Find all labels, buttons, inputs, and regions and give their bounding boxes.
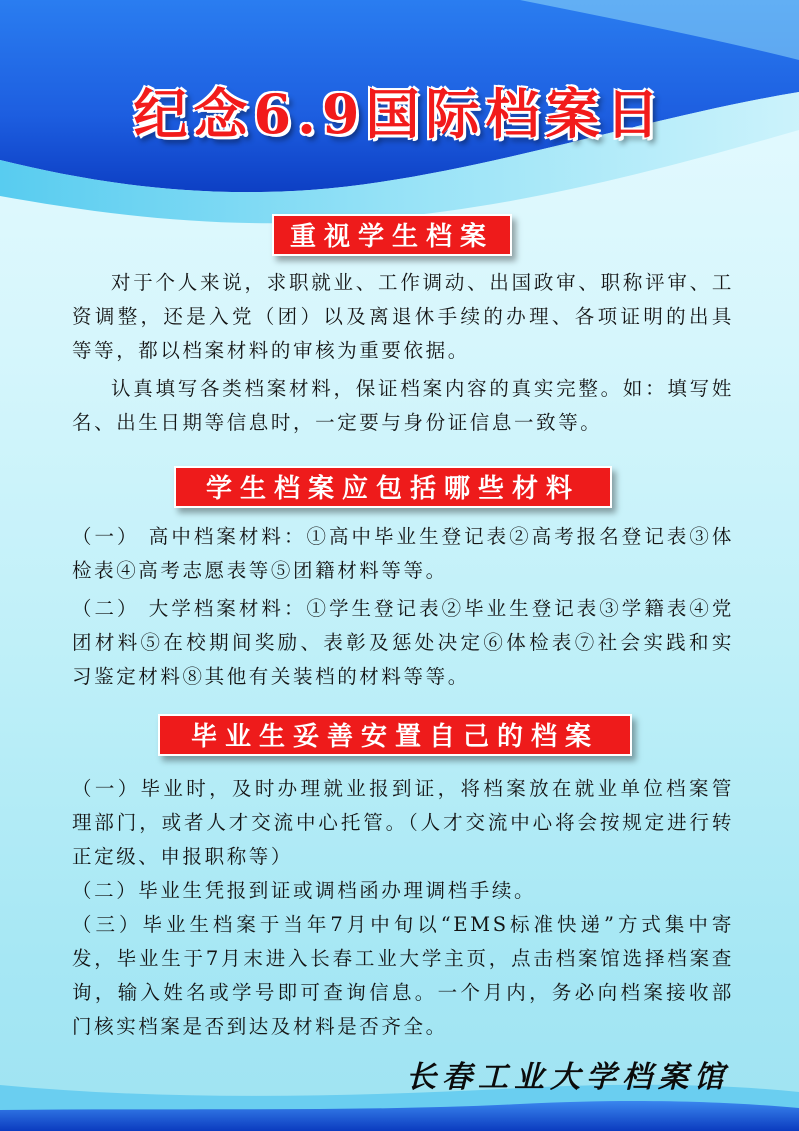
section-heading-important: 重视学生档案 [272,214,512,256]
paragraph-highschool-materials: （一） 高中档案材料：①高中毕业生登记表②高考报名登记表③体检表④高考志愿表等⑤团籍材料等等。 [72,525,734,582]
page-title: 纪念6.9国际档案日 [133,82,666,146]
paragraph-ems-delivery: （三）毕业生档案于当年7月中旬以“EMS标准快递”方式集中寄发，毕业生于7月末进入长春工业大学主页，点击档案馆选择档案查询，输入姓名或学号即可查询信息。一个月内，务必向档案接收部门核实档案是否到达及材料是否齐全。 [72,913,734,1038]
paragraph-transfer-procedure: （二）毕业生凭报到证或调档函办理调档手续。 [72,879,537,902]
signature-archive-office: 长春工业大学档案馆 [406,1060,730,1095]
section-heading-placement: 毕业生妥善安置自己的档案 [158,714,632,756]
paragraph-fill-accurately: 认真填写各类档案材料，保证档案内容的真实完整。如：填写姓名、出生日期等信息时，一定要与身份证信息一致等。 [72,377,734,434]
paragraph-importance: 对于个人来说，求职就业、工作调动、出国政审、职称评审、工资调整，还是入党（团）以及离退休手续的办理、各项证明的出具等等，都以档案材料的审核为重要依据。 [72,271,734,362]
paragraph-report-certificate: （一）毕业时，及时办理就业报到证，将档案放在就业单位档案管理部门，或者人才交流中心托管。（人才交流中心将会按规定进行转正定级、申报职称等） [72,777,734,868]
section-heading-materials: 学生档案应包括哪些材料 [174,466,612,508]
paragraph-university-materials: （二） 大学档案材料：①学生登记表②毕业生登记表③学籍表④党团材料⑤在校期间奖励、表彰及惩处决定⑥体检表⑦社会实践和实习鉴定材料⑧其他有关装档的材料等等。 [72,597,734,688]
